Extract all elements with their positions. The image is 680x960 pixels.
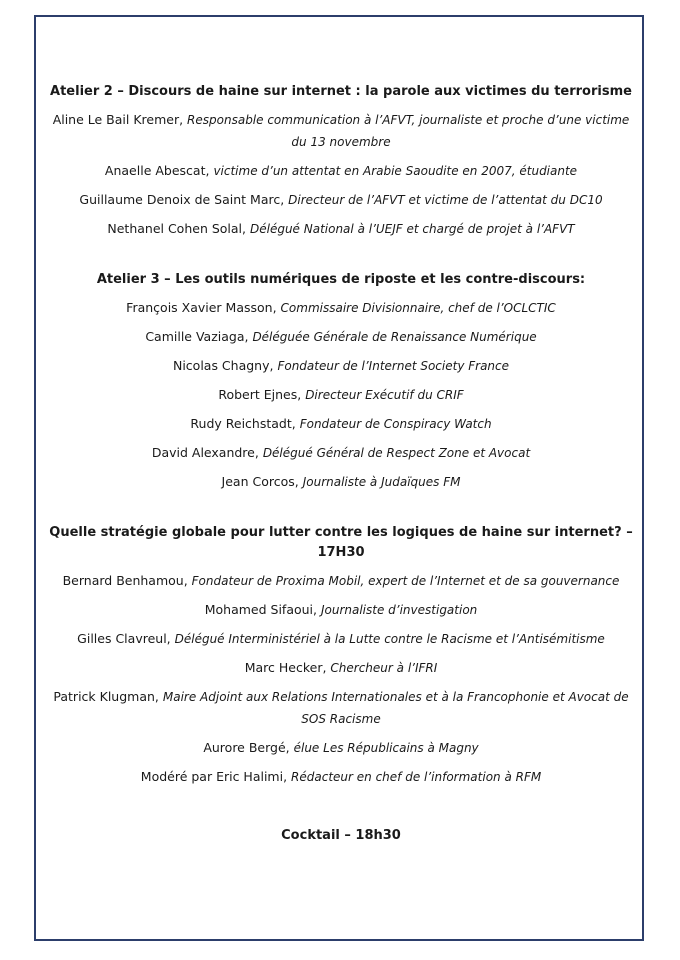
section-title: Atelier 2 – Discours de haine sur internet : la parole aux victimes du terrorisme xyxy=(50,84,632,99)
speaker-line xyxy=(46,160,636,182)
speaker-name: Camille Vaziaga, xyxy=(145,329,253,344)
speaker-line xyxy=(46,599,636,621)
speaker-role: Directeur Exécutif du CRIF xyxy=(305,388,464,402)
speaker-name: Aurore Bergé, xyxy=(203,740,294,755)
speaker-line xyxy=(46,628,636,650)
speaker-line xyxy=(46,657,636,679)
speaker-name: David Alexandre, xyxy=(151,445,263,460)
speaker-line xyxy=(46,737,636,759)
speaker-role: Rédacteur en chef de l’information à RFM xyxy=(291,770,542,784)
speaker-role: victime d’un attentat en Arabie Saoudite en 2007, étudiante xyxy=(213,164,578,178)
speaker-name: Guillaume Denoix de Saint Marc, xyxy=(79,192,289,207)
speaker-line xyxy=(46,355,636,377)
speaker-name: Nicolas Chagny, xyxy=(172,358,278,373)
speaker-role: Journaliste à Judaïques FM xyxy=(302,475,461,489)
speaker-line xyxy=(46,570,636,592)
speaker-role: élue Les Républicains à Magny xyxy=(293,741,479,755)
section-atelier-3 xyxy=(46,270,636,493)
speaker-name: Robert Ejnes, xyxy=(218,387,306,402)
speaker-line xyxy=(46,297,636,319)
section-atelier-2 xyxy=(46,82,636,240)
speaker-name: François Xavier Masson, xyxy=(126,300,281,315)
closing-cocktail: Cocktail – 18h30 xyxy=(281,828,401,843)
speaker-name: Nethanel Cohen Solal, xyxy=(107,221,250,236)
speaker-role: Fondateur de l’Internet Society France xyxy=(277,359,510,373)
speaker-line xyxy=(46,384,636,406)
speaker-name: Patrick Klugman, xyxy=(53,689,163,704)
section-title: Atelier 3 – Les outils numériques de riposte et les contre-discours: xyxy=(96,272,586,287)
speaker-name: Mohamed Sifaoui, xyxy=(204,602,321,617)
speaker-role: Maire Adjoint aux Relations Internationales et à la Francophonie et Avocat de SOS Racisme xyxy=(162,690,629,726)
section-spacer xyxy=(46,240,636,270)
speaker-line xyxy=(46,442,636,464)
speaker-role: Journaliste d’investigation xyxy=(320,603,478,617)
section-strategie-globale xyxy=(46,523,636,788)
speaker-name: Aline Le Bail Kremer, xyxy=(52,112,188,127)
speaker-role: Déléguée Générale de Renaissance Numérique xyxy=(252,330,537,344)
speaker-role: Chercheur à l’IFRI xyxy=(330,661,438,675)
speaker-line xyxy=(46,766,636,788)
speaker-name: Modéré par Eric Halimi, xyxy=(140,769,292,784)
speaker-line xyxy=(46,686,636,730)
speaker-role: Fondateur de Proxima Mobil, expert de l’Internet et de sa gouvernance xyxy=(191,574,620,588)
speaker-role: Commissaire Divisionnaire, chef de l’OCLCTIC xyxy=(280,301,556,315)
speaker-name: Bernard Benhamou, xyxy=(62,573,192,588)
speaker-role: Délégué Interministériel à la Lutte contre le Racisme et l’Antisémitisme xyxy=(174,632,605,646)
speaker-role: Directeur de l’AFVT et victime de l’attentat du DC10 xyxy=(288,193,603,207)
speaker-role: Délégué Général de Respect Zone et Avocat xyxy=(262,446,531,460)
speaker-line xyxy=(46,413,636,435)
speaker-line xyxy=(46,471,636,493)
speaker-role: Fondateur de Conspiracy Watch xyxy=(299,417,492,431)
speaker-name: Marc Hecker, xyxy=(244,660,331,675)
section-spacer xyxy=(46,493,636,523)
speaker-line xyxy=(46,189,636,211)
speaker-name: Jean Corcos, xyxy=(221,474,303,489)
speaker-role: Responsable communication à l’AFVT, journaliste et proche d’une victime du 13 novembre xyxy=(187,113,630,149)
program-content xyxy=(46,82,636,859)
speaker-line xyxy=(46,109,636,153)
speaker-name: Gilles Clavreul, xyxy=(77,631,175,646)
speaker-line xyxy=(46,218,636,240)
section-title: Quelle stratégie globale pour lutter contre les logiques de haine sur internet? – 17H30 xyxy=(49,525,633,560)
speaker-name: Rudy Reichstadt, xyxy=(190,416,300,431)
speaker-role: Délégué National à l’UEJF et chargé de projet à l’AFVT xyxy=(249,222,575,236)
speaker-name: Anaelle Abescat, xyxy=(104,163,214,178)
speaker-line xyxy=(46,326,636,348)
